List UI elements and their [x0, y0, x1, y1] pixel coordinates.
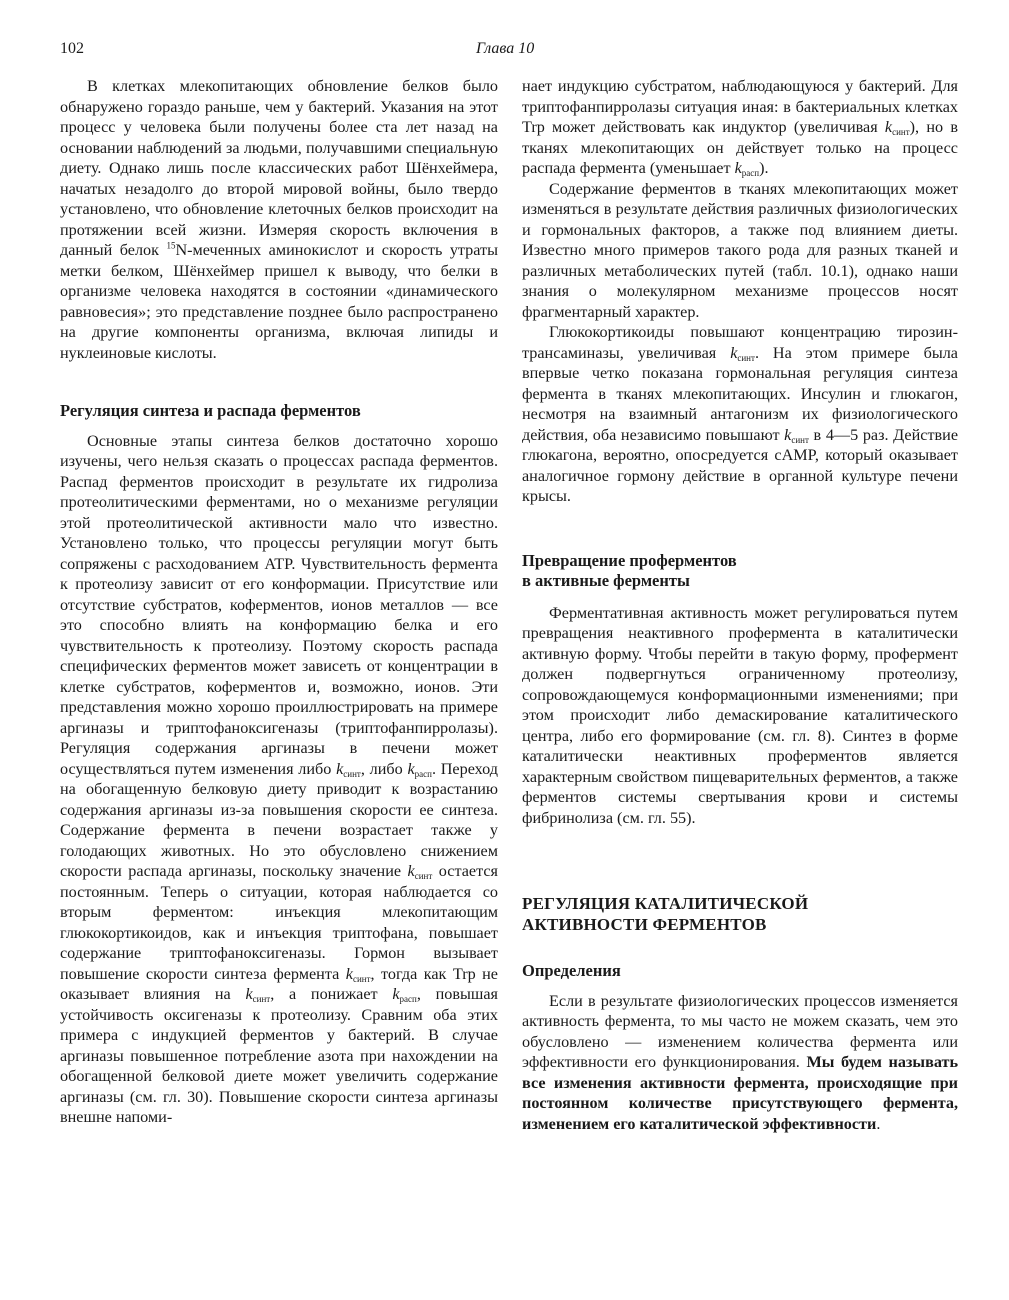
definition-bold-text: Мы будем называть все изменения активности фермента, происходящие при постоянном количестве присутствующего фермента, изменением его каталитической эффективности [522, 1053, 959, 1133]
section-heading-proenzymes: Превращение проферментов в активные ферменты [522, 550, 737, 590]
left-column [60, 76, 498, 1128]
right-paragraph-3: Глюкокортикоиды повышают концентрацию тирозин-трансаминазы, увеличивая $k_{синт}$. На этом примере была впервые четко показана гормональная регуляция синтеза фермента в тканях млекопитающих. Инсулин и глюкагон, несмотря на взаимный антагонизм их физиологического действия, оба независимо повышают $k_{синт}$ в 4—5 раз. Действие глюкагона, вероятно, опосредуется cAMP, который оказывает аналогичное гормону действие в органной культуре печени крысы. [522, 323, 959, 505]
right-column [522, 76, 958, 1134]
right-paragraph-5: Если в результате физиологических процессов изменяется активность фермента, то мы часто не можем сказать, чем это обусловлено — изменением количества фермента или эффективности его функционирования. Мы будем называть все изменения активности фермента, происходящие при постоянном количестве присутствующего фермента, изменением его каталитической эффективности. [522, 991, 959, 1133]
chapter-title: Глава 10 [476, 40, 535, 57]
left-paragraph-2: Основные этапы синтеза белков достаточно хорошо изучены, чего нельзя сказать о процессах распада ферментов. Распад ферментов происходит в результате их гидролиза протеолитическими ферментами, но о механизме регуляции этой протеолитической активности мало что известно. Установлено только, что процессы регуляции могут быть сопряжены с расходованием ATP. Чувствительность фермента к протеолизу зависит от его конформации. Присутствие или отсутствие субстратов, коферментов, ионов металлов — все это способно влиять на конформацию белка и его чувствительность к протеолизу. Поэтому скорость распада специфических ферментов может зависеть от концентрации в клетке субстратов, коферментов и, возможно, ионов. Эти представления можно хорошо проиллюстрировать на примере аргиназы и триптофаноксигеназы (триптофанпирролазы). Регуляция содержания аргиназы в печени может осуществляться путем изменения либо $k_{синт}$, либо $k_{расп}$. Переход на обогащенную белковую диету приводит к возрастанию содержания аргиназы из-за повышения скорости ее синтеза. Содержание фермента в печени возрастает также у голодающих животных. Но это обусловлено снижением скорости распада аргиназы, поскольку значение $k_{синт}$ остается постоянным. Теперь о ситуации, которая наблюдается со вторым ферментом: инъекция млекопитающим глюкокортикоидов, как и инъекция триптофана, повышает содержание триптофаноксигеназы. Гормон вызывает повышение скорости синтеза фермента $k_{синт}$, тогда как Trp не оказывает влияния на $k_{синт}$, а понижает $k_{расп}$, повышая устойчивость оксигеназы к протеолизу. Сравним оба этих примера с индукцией ферментов у бактерий. В случае аргиназы повышенное потребление азота при нахождении на обогащенной белковой диете может увеличить содержание аргиназы (см. гл. 30). Повышение скорости синтеза аргиназы внешне напоми- [60, 431, 499, 1126]
right-paragraph-4: Ферментативная активность может регулироваться путем превращения неактивного профермента в каталитически активную форму. Чтобы перейти в такую форму, профермент должен подвергнуться ограниченному протеолизу, сопровождающемуся конформационными изменениями; при этом происходит либо демаскирование каталитического центра, либо его формирование (см. гл. 8). Синтез в форме каталитически неактивных проферментов является характерным свойством пищеварительных ферментов, а также ферментов системы свертывания крови и системы фибринолиза (см. гл. 55). [522, 603, 958, 827]
page-number: 102 [60, 40, 84, 57]
chapter-section-heading-catalytic-activity: РЕГУЛЯЦИЯ КАТАЛИТИЧЕСКОЙ АКТИВНОСТИ ФЕРМЕНТОВ [522, 894, 809, 934]
left-paragraph-1: В клетках млекопитающих обновление белков было обнаружено гораздо раньше, чем у бактерий. Указания на этот процесс у человека были получены более ста лет назад на основании наблюдений за людьми, получавшими специальную диету. Однако лишь после классических работ Шёнхеймера, начатых незадолго до второй мировой войны, было твердо установлено, что обновление клеточных белков происходит на протяжении всей жизни. Измеряя скорость включения в данный белок $^{15}$N-меченных аминокислот и скорость утраты метки белком, Шёнхеймер пришел к выводу, что белки в организме человека находятся в состоянии «динамического равновесия»; это представление позднее было распространено на другие компоненты организма, включая липиды и нуклеиновые кислоты. [60, 77, 498, 362]
isotope-superscript: 15 [166, 240, 176, 251]
subsection-heading-definitions: Определения [522, 961, 621, 980]
right-paragraph-2: Содержание ферментов в тканях млекопитающих может изменяться в результате действия различных физиологических и гормональных факторов, а также под влиянием диеты. Известно много примеров такого рода для разных тканей и различных метаболических путей (табл. 10.1), однако наши знания о молекулярном механизме процессов носят фрагментарный характер. [522, 179, 958, 321]
section-heading-synthesis-degradation: Регуляция синтеза и распада ферментов [60, 401, 361, 420]
right-paragraph-1: нает индукцию субстратом, наблюдающуюся у бактерий. Для триптофанпирролазы ситуация иная: в бактериальных клетках Trp может действовать как индуктор (увеличивая $k_{синт}$), но в тканях млекопитающих он действует только на процесс распада фермента (уменьшает $k_{расп}$). [522, 77, 959, 178]
